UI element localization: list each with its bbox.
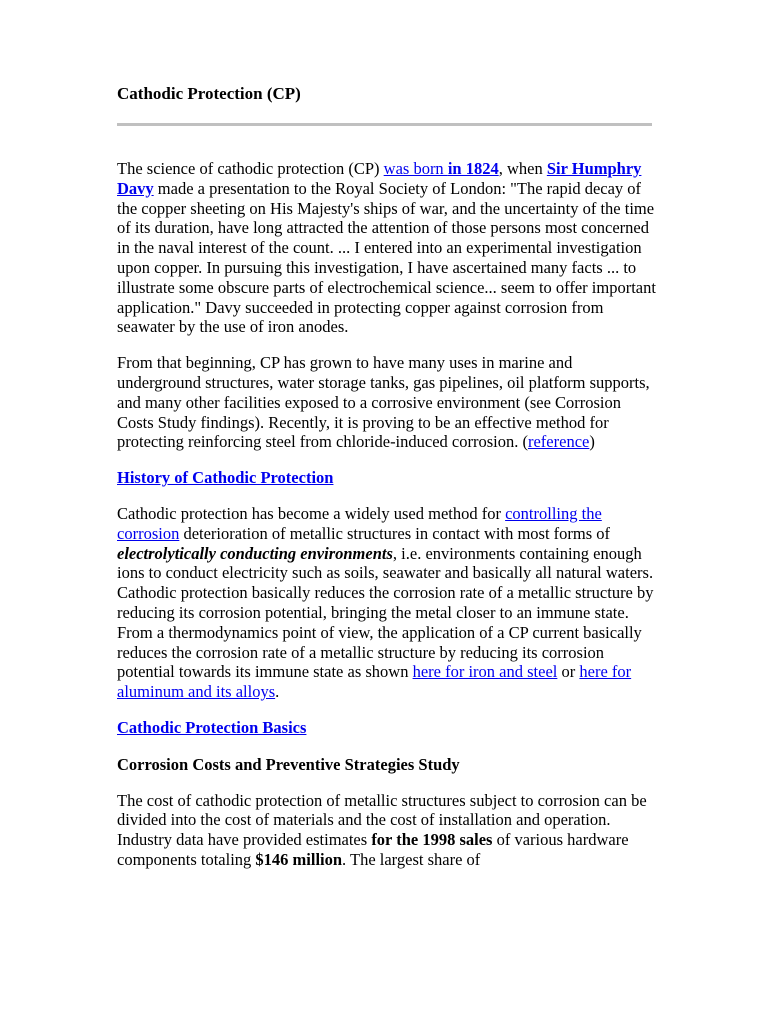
cost-text-1: The cost of cathodic protection of metallic structures subject to corrosion can be divided into the cost of materials and the cost of installation and operation. Industry data have provided estimates	[117, 790, 647, 850]
history-of-cathodic-protection-link[interactable]: History of Cathodic Protection	[117, 468, 334, 488]
cost-text-2: of various hardware components totaling	[117, 830, 629, 869]
uses-text-1: From that beginning, CP has grown to have many uses in marine and underground structures, water storage tanks, gas pipelines, oil platform supports, and many other facilities exposed to a corrosive environment (see Corrosion Costs Study findings). Recently, it is proving to be an effective method for protecting reinforcing steel from chloride-induced corrosion. (	[117, 353, 650, 452]
reference-link[interactable]: reference	[527, 432, 590, 452]
intro-text-2: , when	[498, 159, 547, 178]
iron-and-steel-link[interactable]: here for iron and steel	[412, 662, 558, 682]
cost-text-3: . The largest share of	[342, 849, 481, 869]
in-1824-link-text: in 1824	[447, 159, 499, 178]
basics-section-link-row	[117, 718, 657, 738]
cost-paragraph	[117, 791, 657, 870]
method-text-2: deterioration of metallic structures in contact with most forms of	[179, 523, 611, 543]
uses-paragraph	[117, 353, 657, 452]
intro-text-1: The science of cathodic protection (CP)	[117, 159, 384, 178]
cathodic-protection-basics-link[interactable]: Cathodic Protection Basics	[117, 717, 307, 737]
method-emphasis: electrolytically conducting environments	[117, 543, 393, 563]
cost-bold-1: for the 1998 sales	[371, 830, 493, 850]
controlling-the-corrosion-link[interactable]: controlling the corrosion	[117, 503, 602, 543]
cost-bold-2: $146 million	[255, 849, 343, 869]
history-section-link-row	[117, 468, 657, 488]
was-born-link[interactable]	[384, 159, 499, 178]
intro-paragraph	[117, 159, 657, 337]
method-paragraph	[117, 504, 657, 702]
uses-text-2: )	[589, 432, 595, 452]
method-text-3: , i.e. environments containing enough ions to conduct electricity such as soils, seawater and basically all natural waters. Cathodic protection basically reduces the corrosion rate of a metallic structure by reducing its corrosion potential, bringing the metal closer to an immune state. From a thermodynamics point of view, the application of a CP current basically reduces the corrosion rate of a metallic structure by reducing its corrosion potential towards its immune state as shown	[117, 543, 654, 682]
method-text-4: or	[557, 662, 580, 682]
was-born-link-text: was born	[383, 159, 448, 178]
sir-humphry-davy-link[interactable]: Sir Humphry Davy	[117, 159, 642, 198]
method-text-5: .	[275, 682, 280, 702]
method-text-1: Cathodic protection has become a widely used method for	[117, 503, 506, 523]
horizontal-rule	[117, 123, 652, 126]
intro-text-3: made a presentation to the Royal Society of London: "The rapid decay of the copper sheeting on His Majesty's ships of war, and the uncertainty of the time of its duration, have long attracted the attention of those persons most concerned in the naval interest of the count. ... I entered into an experimental investigation upon copper. In pursuing this investigation, I have ascertained many facts ... to illustrate some obscure parts of electrochemical science... seem to offer important application." Davy succeeded in protecting copper against corrosion from seawater by the use of iron anodes.	[117, 178, 656, 337]
aluminum-alloys-link[interactable]: here for aluminum and its alloys	[117, 662, 632, 702]
page-title: Cathodic Protection (CP)	[117, 84, 301, 103]
article-body	[117, 82, 657, 870]
study-heading: Corrosion Costs and Preventive Strategies Study	[117, 754, 460, 774]
